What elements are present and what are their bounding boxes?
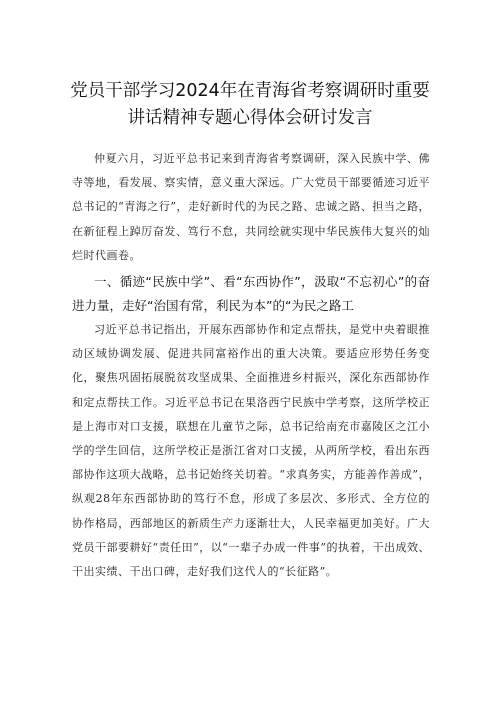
section-heading-1: 一、循迹“民族中学”、看“东西协作”，汲取“不忘初心”的奋进力量，走好“治国有常，利民为本”的“为民之路工	[72, 274, 430, 314]
section-1-paragraph: 习近平总书记指出，开展东西部协作和定点帮扶，是党中央着眼推动区域协调发展、促进共同富裕作出的重大决策。要适应形势任务变化，聚焦巩固拓展脱贫攻坚成果、全面推进乡村振兴，深化东西部协作和定点帮扶工作。习近平总书记在果洛西宁民族中学考察，这所学校正是上海市对口支援，联想在儿童节之际，总书记给南充市嘉陵区之江小学的学生回信，这所学校正是浙江省对口支援，从两所学校，看出东西部协作这项大战略，总书记始终关切着。“求真务实，方能善作善成”，纵观28年东西部协助的笃行不怠，形成了多层次、多形式、全方位的协作格局，西部地区的新质生产力逐渐壮大，人民幸福更加美好。广大党员干部要耕好“责任田”，以“一辈子办成一件事”的执着，干出成效、干出实绩、干出口碑，走好我们这代人的“长征路”。	[72, 323, 430, 579]
title-line-2: 讲话精神专题心得体会研讨发言	[127, 108, 373, 128]
intro-paragraph: 仲夏六月，习近平总书记来到青海省考察调研，深入民族中学、佛寺等地，看发展、察实情，意义重大深远。广大党员干部要循迹习近平总书记的“青海之行”，走好新时代的为民之路、忠诚之路、担当之路，在新征程上踔厉奋发、笃行不怠，共同绘就实现中华民族伟大复兴的灿烂时代画卷。	[72, 152, 430, 262]
document-body	[72, 147, 430, 584]
document-title	[40, 78, 460, 132]
title-line-1: 党员干部学习2024年在青海省考察调研时重要	[70, 81, 430, 101]
